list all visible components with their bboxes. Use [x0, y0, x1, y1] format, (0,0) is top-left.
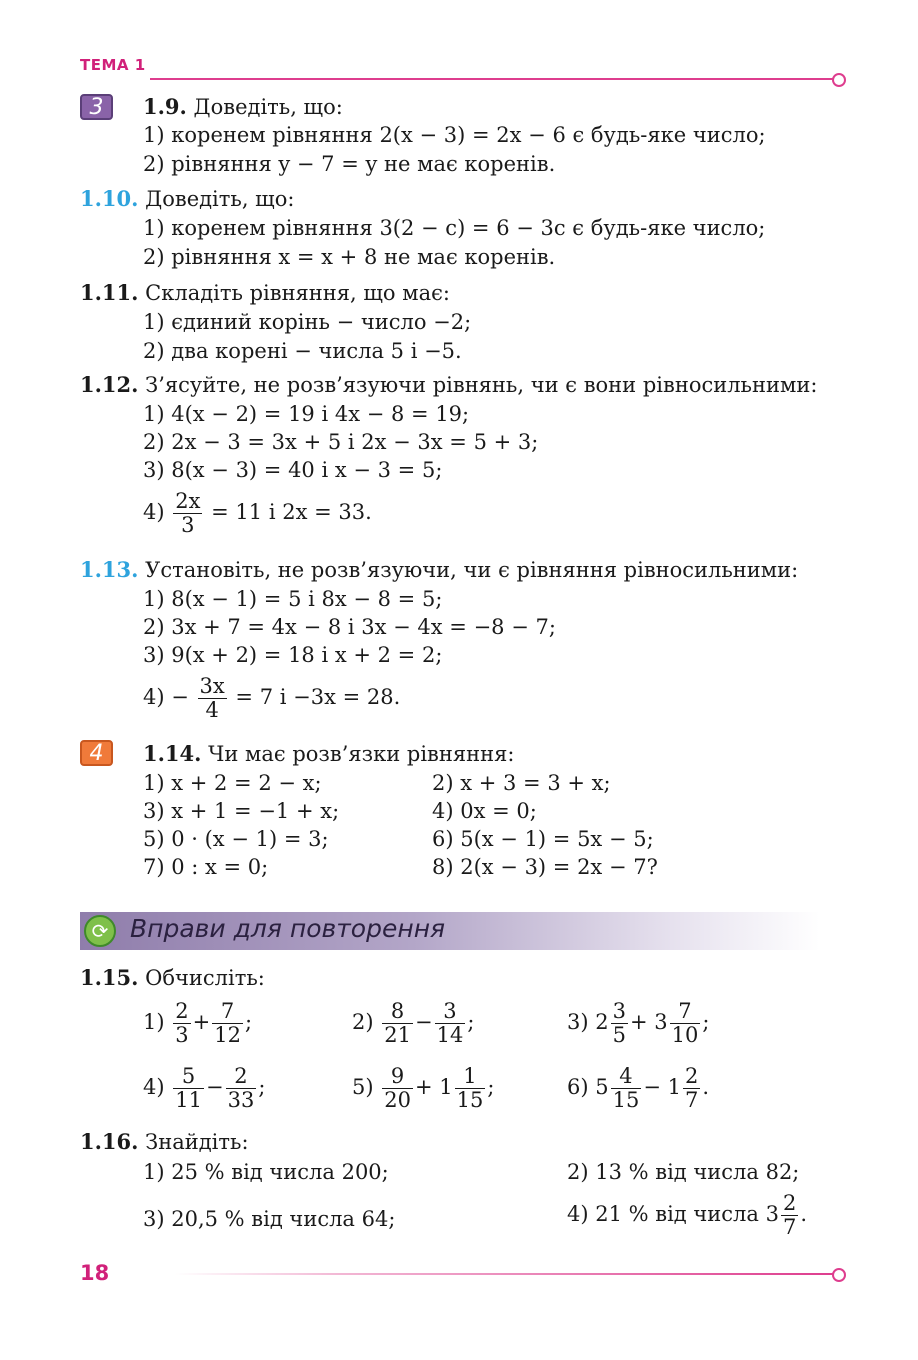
problem-title: Доведіть, що: — [193, 95, 343, 119]
problem-line: 1) 8(x − 1) = 5 і 8x − 8 = 5; — [143, 587, 443, 611]
item-prefix: 4) — [143, 1075, 165, 1100]
problem-line: 3) 8(x − 3) = 40 і x − 3 = 5; — [143, 458, 443, 482]
problem-line-fraction — [143, 490, 372, 537]
level-4-badge: 4 — [80, 740, 113, 766]
numerator: 2 — [782, 1191, 797, 1215]
fraction — [212, 1000, 243, 1047]
item-suffix: = 7 і −3x = 28. — [235, 685, 401, 710]
problem-line-fraction — [143, 675, 400, 722]
percent-item: 2) 13 % від числа 82; — [567, 1160, 800, 1184]
problem-1-10 — [80, 186, 294, 211]
denominator: 7 — [782, 1215, 797, 1240]
equation-item: 2) x + 3 = 3 + x; — [432, 771, 611, 795]
fraction — [611, 1065, 642, 1112]
item-prefix: 5) — [352, 1075, 374, 1100]
problem-line: 2) 2x − 3 = 3x + 5 і 2x − 3x = 5 + 3; — [143, 430, 539, 454]
numerator: 4 — [619, 1064, 633, 1088]
denominator: 3 — [173, 513, 202, 537]
percent-item-fraction — [567, 1192, 807, 1239]
item-end: ; — [467, 1010, 475, 1035]
problem-number: 1.12. — [80, 372, 139, 397]
numerator: 1 — [463, 1064, 477, 1088]
denominator: 33 — [227, 1088, 255, 1113]
equation-item: 8) 2(x − 3) = 2x − 7? — [432, 855, 658, 879]
fraction — [435, 1000, 466, 1047]
problem-line: 2) рівняння x = x + 8 не має коренів. — [143, 245, 556, 269]
problem-line: 2) 3x + 7 = 4x − 8 і 3x − 4x = −8 − 7; — [143, 615, 556, 639]
problem-line: 1) єдиний корінь − число −2; — [143, 310, 472, 334]
problem-line: 1) коренем рівняння 2(x − 3) = 2x − 6 є будь-яке число; — [143, 123, 766, 147]
problem-1-13 — [80, 557, 798, 582]
fraction — [781, 1192, 798, 1239]
item-prefix: 4) − — [143, 685, 189, 710]
problem-title: Складіть рівняння, що має: — [145, 281, 450, 305]
problem-line: 3) 9(x + 2) = 18 і x + 2 = 2; — [143, 643, 443, 667]
item-suffix: = 11 і 2x = 33. — [211, 500, 372, 525]
item-prefix: 4) — [143, 500, 165, 525]
numerator: 2 — [175, 999, 189, 1023]
item-end: ; — [258, 1075, 266, 1100]
problem-number: 1.15. — [80, 965, 139, 990]
fraction — [670, 1000, 701, 1047]
item-prefix: 3) 2 — [567, 1010, 609, 1035]
item-prefix: 1) — [143, 1010, 165, 1035]
problem-1-15 — [80, 965, 265, 990]
expression-1 — [143, 1000, 252, 1047]
fraction — [173, 1000, 190, 1047]
problem-title: Обчисліть: — [145, 966, 265, 990]
denominator: 15 — [456, 1088, 484, 1113]
item-prefix: 4) 21 % від числа 3 — [567, 1202, 779, 1227]
denominator: 12 — [214, 1023, 241, 1048]
section-label: ТЕМА 1 — [80, 56, 146, 74]
fraction — [173, 1065, 204, 1112]
fraction — [683, 1065, 700, 1112]
problem-number: 1.9. — [143, 94, 187, 119]
item-end: . — [800, 1202, 808, 1227]
item-end: ; — [244, 1010, 253, 1035]
problem-title: Установіть, не розв’язуючи, чи є рівняння рівносильними: — [145, 558, 799, 582]
item-prefix: 6) 5 — [567, 1075, 609, 1100]
numerator: 5 — [181, 1064, 196, 1088]
equation-item: 6) 5(x − 1) = 5x − 5; — [432, 827, 654, 851]
operator: − 1 — [643, 1075, 681, 1100]
equation-item: 7) 0 : x = 0; — [143, 855, 269, 879]
problem-title: З’ясуйте, не розв’язуючи рівнянь, чи є вони рівносильними: — [145, 373, 818, 397]
numerator: 2 — [684, 1064, 699, 1088]
fraction — [173, 490, 202, 537]
operator: + 1 — [414, 1075, 453, 1100]
denominator: 3 — [175, 1023, 189, 1048]
item-prefix: 2) — [352, 1010, 374, 1035]
denominator: 20 — [384, 1088, 411, 1113]
expression-2 — [352, 1000, 474, 1047]
page-number: 18 — [80, 1261, 110, 1285]
denominator: 11 — [175, 1088, 202, 1113]
equation-item: 1) x + 2 = 2 − x; — [143, 771, 322, 795]
equation-item: 3) x + 1 = −1 + x; — [143, 799, 340, 823]
problem-1-14 — [143, 741, 514, 766]
operator: + — [192, 1010, 211, 1035]
denominator: 14 — [436, 1023, 464, 1048]
item-end: ; — [487, 1075, 495, 1100]
equation-item: 4) 0x = 0; — [432, 799, 537, 823]
problem-title: Чи має розв’язки рівняння: — [208, 742, 515, 766]
operator: − — [414, 1010, 433, 1035]
numerator: 7 — [678, 999, 692, 1023]
denominator: 10 — [671, 1023, 699, 1048]
denominator: 21 — [384, 1023, 411, 1048]
problem-number: 1.14. — [143, 741, 202, 766]
fraction — [455, 1065, 486, 1112]
operator: + 3 — [629, 1010, 668, 1035]
item-end: . — [702, 1075, 710, 1100]
denominator: 5 — [612, 1023, 626, 1048]
denominator: 15 — [612, 1088, 640, 1113]
numerator: 2 — [234, 1064, 248, 1088]
equation-item: 5) 0 · (x − 1) = 3; — [143, 827, 329, 851]
denominator: 7 — [684, 1088, 699, 1113]
expression-5 — [352, 1065, 494, 1112]
problem-line: 1) 4(x − 2) = 19 і 4x − 8 = 19; — [143, 402, 470, 426]
banner-title: Вправи для повторення — [130, 914, 446, 943]
fraction — [226, 1065, 257, 1112]
percent-item: 1) 25 % від числа 200; — [143, 1160, 389, 1184]
problem-1-9 — [143, 94, 343, 119]
problem-number: 1.10. — [80, 186, 139, 211]
expression-3 — [567, 1000, 709, 1047]
expression-4 — [143, 1065, 265, 1112]
refresh-icon: ⟳ — [84, 915, 116, 947]
problem-number: 1.13. — [80, 557, 139, 582]
problem-number: 1.11. — [80, 280, 139, 305]
problem-1-11 — [80, 280, 450, 305]
fraction — [382, 1065, 413, 1112]
fraction — [198, 675, 227, 722]
header-rule — [150, 78, 834, 80]
percent-item: 3) 20,5 % від числа 64; — [143, 1207, 396, 1231]
numerator: 3 — [443, 999, 457, 1023]
numerator: 7 — [220, 999, 235, 1023]
level-3-badge: 3 — [80, 94, 113, 120]
problem-title: Доведіть, що: — [145, 187, 295, 211]
fraction — [611, 1000, 628, 1047]
problem-line: 2) два корені − числа 5 і −5. — [143, 339, 462, 363]
numerator: 2x — [175, 489, 201, 513]
problem-1-12 — [80, 372, 817, 397]
numerator: 9 — [390, 1064, 405, 1088]
fraction — [382, 1000, 413, 1047]
item-end: ; — [702, 1010, 710, 1035]
footer-rule-end — [832, 1268, 846, 1282]
numerator: 3x — [199, 674, 225, 698]
numerator: 8 — [390, 999, 405, 1023]
problem-line: 1) коренем рівняння 3(2 − c) = 6 − 3c є будь-яке число; — [143, 216, 766, 240]
problem-title: Знайдіть: — [145, 1130, 249, 1154]
footer-rule — [175, 1273, 835, 1275]
numerator: 3 — [612, 999, 626, 1023]
problem-line: 2) рівняння y − 7 = y не має коренів. — [143, 152, 556, 176]
problem-number: 1.16. — [80, 1129, 139, 1154]
operator: − — [205, 1075, 224, 1100]
expression-6 — [567, 1065, 709, 1112]
header-rule-end — [832, 73, 846, 87]
denominator: 4 — [198, 698, 227, 722]
problem-1-16 — [80, 1129, 249, 1154]
